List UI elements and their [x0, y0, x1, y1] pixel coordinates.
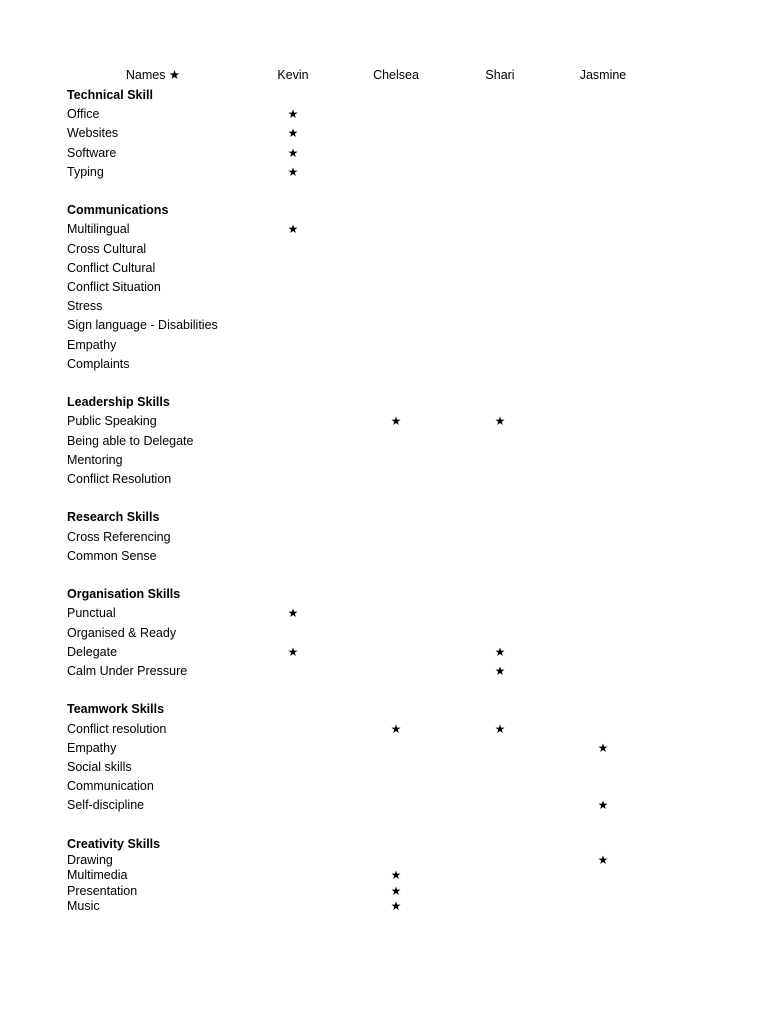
section-title-creativity-skills: Creativity Skills: [67, 836, 161, 851]
skill-row: [0, 240, 768, 259]
skill-label: Delegate: [67, 644, 118, 659]
skill-label: Being able to Delegate: [67, 433, 194, 448]
section-title-teamwork-skills: Teamwork Skills: [67, 702, 165, 717]
star-icon-shari: ★: [494, 414, 506, 429]
section-heading-row: [0, 700, 768, 719]
skill-label: Punctual: [67, 606, 116, 621]
star-icon-kevin: ★: [287, 164, 299, 179]
skill-row: [0, 144, 768, 163]
skill-label: Typing: [67, 164, 104, 179]
skill-label: Multimedia: [67, 868, 128, 883]
star-icon-kevin: ★: [287, 145, 299, 160]
skill-row: [0, 451, 768, 470]
person-column-shari: Shari: [485, 68, 515, 82]
section-heading-row: [0, 86, 768, 105]
section-title-communications: Communications: [67, 203, 169, 218]
skill-row: [0, 336, 768, 355]
star-icon-shari: ★: [494, 721, 506, 736]
section-title-leadership-skills: Leadership Skills: [67, 395, 170, 410]
skill-row: [0, 547, 768, 566]
star-icon-kevin: ★: [287, 644, 299, 659]
skill-row: [0, 259, 768, 278]
skill-row: [0, 220, 768, 239]
skill-label: Conflict resolution: [67, 721, 167, 736]
star-icon-kevin: ★: [287, 126, 299, 141]
star-icon-jasmine: ★: [597, 852, 609, 867]
section-title-research-skills: Research Skills: [67, 510, 160, 525]
skill-label: Common Sense: [67, 548, 157, 563]
skill-row: [0, 105, 768, 124]
section-heading-row: [0, 585, 768, 604]
section-heading-row: [0, 393, 768, 412]
star-icon-shari: ★: [494, 644, 506, 659]
person-column-kevin: Kevin: [277, 68, 309, 82]
star-icon-shari: ★: [494, 664, 506, 678]
names-column-header: Names ★: [125, 68, 181, 82]
star-icon-kevin: ★: [287, 606, 299, 621]
skill-label: Stress: [67, 299, 103, 314]
skill-label: Conflict Resolution: [67, 472, 172, 486]
skill-label: Public Speaking: [67, 414, 157, 429]
skill-label: Calm Under Pressure: [67, 664, 188, 678]
skill-row: [0, 432, 768, 451]
skill-row: [0, 316, 768, 335]
skill-row: [0, 412, 768, 431]
skill-label: Office: [67, 107, 100, 122]
skill-row: [0, 758, 768, 777]
skill-label: Software: [67, 145, 117, 160]
person-column-chelsea: Chelsea: [373, 68, 419, 82]
section-heading-row: [0, 201, 768, 220]
skill-row: [0, 643, 768, 662]
skill-row: [0, 604, 768, 623]
skill-row: [0, 278, 768, 297]
star-icon-jasmine: ★: [597, 798, 609, 813]
skill-label: Mentoring: [67, 452, 123, 467]
skill-row: [0, 624, 768, 643]
skill-label: Websites: [67, 126, 119, 141]
skill-label: Music: [67, 899, 100, 914]
skill-label: Communication: [67, 779, 154, 794]
skill-label: Multilingual: [67, 222, 130, 237]
skill-row: [0, 163, 768, 182]
skill-label: Presentation: [67, 883, 138, 898]
skill-row: [0, 124, 768, 143]
skill-label: Conflict Cultural: [67, 260, 156, 275]
skill-row: [0, 739, 768, 758]
skill-label: Complaints: [67, 356, 130, 371]
star-icon-chelsea: ★: [390, 721, 402, 736]
section-heading-row: [0, 508, 768, 527]
header-row: [0, 66, 768, 85]
skill-label: Self-discipline: [67, 798, 145, 813]
star-icon-chelsea: ★: [390, 868, 402, 883]
person-column-jasmine: Jasmine: [579, 68, 627, 82]
skill-row: [0, 528, 768, 547]
skill-label: Conflict Situation: [67, 280, 161, 294]
skill-row: [0, 662, 768, 681]
skill-label: Cross Referencing: [67, 529, 171, 544]
star-icon-jasmine: ★: [597, 740, 609, 755]
section-title-organisation-skills: Organisation Skills: [67, 587, 181, 602]
skill-row: [0, 777, 768, 796]
skill-row: [0, 720, 768, 739]
skill-label: Drawing: [67, 852, 113, 867]
star-icon-chelsea: ★: [390, 414, 402, 429]
skill-label: Sign language - Disabilities: [67, 318, 218, 333]
star-icon-kevin: ★: [287, 222, 299, 237]
skill-row: [0, 897, 768, 916]
skill-row: [0, 297, 768, 316]
skill-row: [0, 470, 768, 489]
skill-label: Empathy: [67, 740, 117, 755]
section-title-technical-skill: Technical Skill: [67, 88, 153, 102]
skill-label: Cross Cultural: [67, 241, 147, 256]
skill-label: Organised & Ready: [67, 625, 177, 640]
skill-label: Empathy: [67, 337, 117, 352]
star-icon-chelsea: ★: [390, 883, 402, 898]
skill-label: Social skills: [67, 760, 132, 774]
star-icon-kevin: ★: [287, 107, 299, 122]
skill-row: [0, 355, 768, 374]
skill-row: [0, 796, 768, 815]
star-icon-chelsea: ★: [390, 899, 402, 914]
